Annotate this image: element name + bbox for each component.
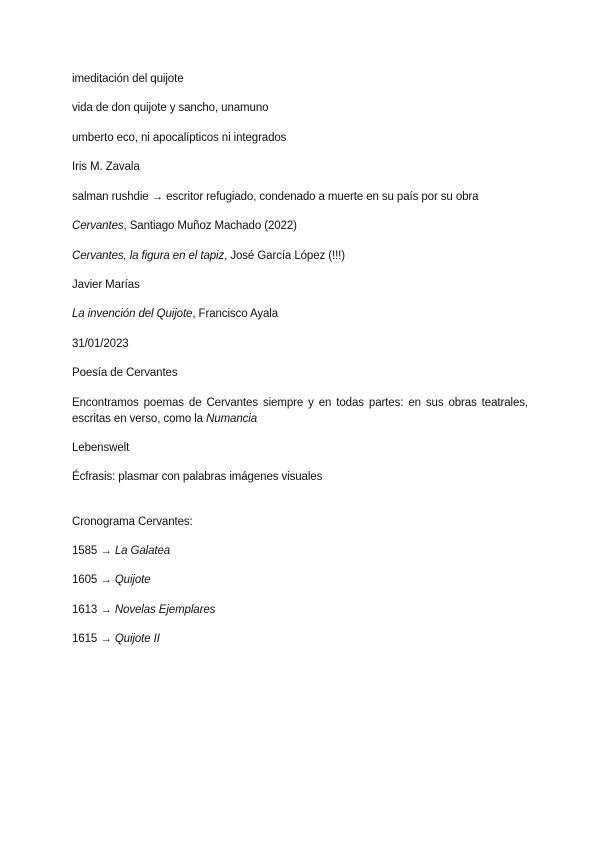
book-author: , José García López (!!!) bbox=[224, 250, 345, 262]
note-poesia-cervantes: Poesía de Cervantes bbox=[72, 367, 178, 379]
chronology-heading: Cronograma Cervantes: bbox=[72, 516, 193, 528]
book-author: , Santiago Muñoz Machado (2022) bbox=[123, 220, 297, 232]
note-date: 31/01/2023 bbox=[72, 338, 129, 350]
note-cervantes-munoz-machado bbox=[72, 218, 297, 234]
note-salman-rushdie: salman rushdie → escritor refugiado, condenado a muerte en su país por su obra bbox=[72, 191, 479, 203]
chronology-item bbox=[72, 602, 215, 618]
book-title: La invención del Quijote bbox=[72, 308, 193, 320]
chronology-item bbox=[72, 572, 151, 588]
chronology-year: 1613 bbox=[72, 604, 98, 616]
chronology-work: Novelas Ejemplares bbox=[114, 604, 216, 616]
note-figura-en-el-tapiz bbox=[72, 248, 345, 264]
arrow-icon: → bbox=[100, 633, 112, 645]
note-javier-marias: Javier Marías bbox=[72, 279, 140, 291]
note-meditacion-quijote: imeditación del quijote bbox=[72, 73, 184, 85]
book-title: Cervantes, la figura en el tapiz bbox=[72, 250, 225, 262]
paragraph-title: Numancia bbox=[206, 413, 258, 425]
note-iris-zavala: Iris M. Zavala bbox=[72, 161, 140, 173]
arrow-icon: → bbox=[100, 545, 112, 557]
chronology-work: La Galatea bbox=[114, 545, 171, 557]
arrow-icon: → bbox=[100, 604, 112, 616]
note-invencion-del-quijote bbox=[72, 306, 278, 322]
note-lebenswelt: Lebenswelt bbox=[72, 442, 130, 454]
chronology-year: 1605 bbox=[72, 574, 98, 586]
chronology-year: 1585 bbox=[72, 545, 98, 557]
chronology-item bbox=[72, 543, 170, 559]
chronology-item bbox=[72, 631, 160, 647]
chronology-work: Quijote bbox=[114, 574, 151, 586]
note-paragraph-poemas bbox=[72, 395, 528, 427]
book-author: , Francisco Ayala bbox=[192, 308, 279, 320]
paragraph-text: Encontramos poemas de Cervantes siempre y en todas partes: en sus obras teatrales, escritas en verso, como la bbox=[72, 397, 528, 425]
note-umberto-eco: umberto eco, ni apocalípticos ni integrados bbox=[72, 132, 287, 144]
note-ecfrasis: Écfrasis: plasmar con palabras imágenes visuales bbox=[72, 471, 323, 483]
arrow-icon: → bbox=[100, 574, 112, 586]
note-vida-don-quijote: vida de don quijote y sancho, unamuno bbox=[72, 102, 269, 114]
book-title: Cervantes bbox=[72, 220, 124, 232]
chronology-work: Quijote II bbox=[114, 633, 160, 645]
chronology-year: 1615 bbox=[72, 633, 98, 645]
